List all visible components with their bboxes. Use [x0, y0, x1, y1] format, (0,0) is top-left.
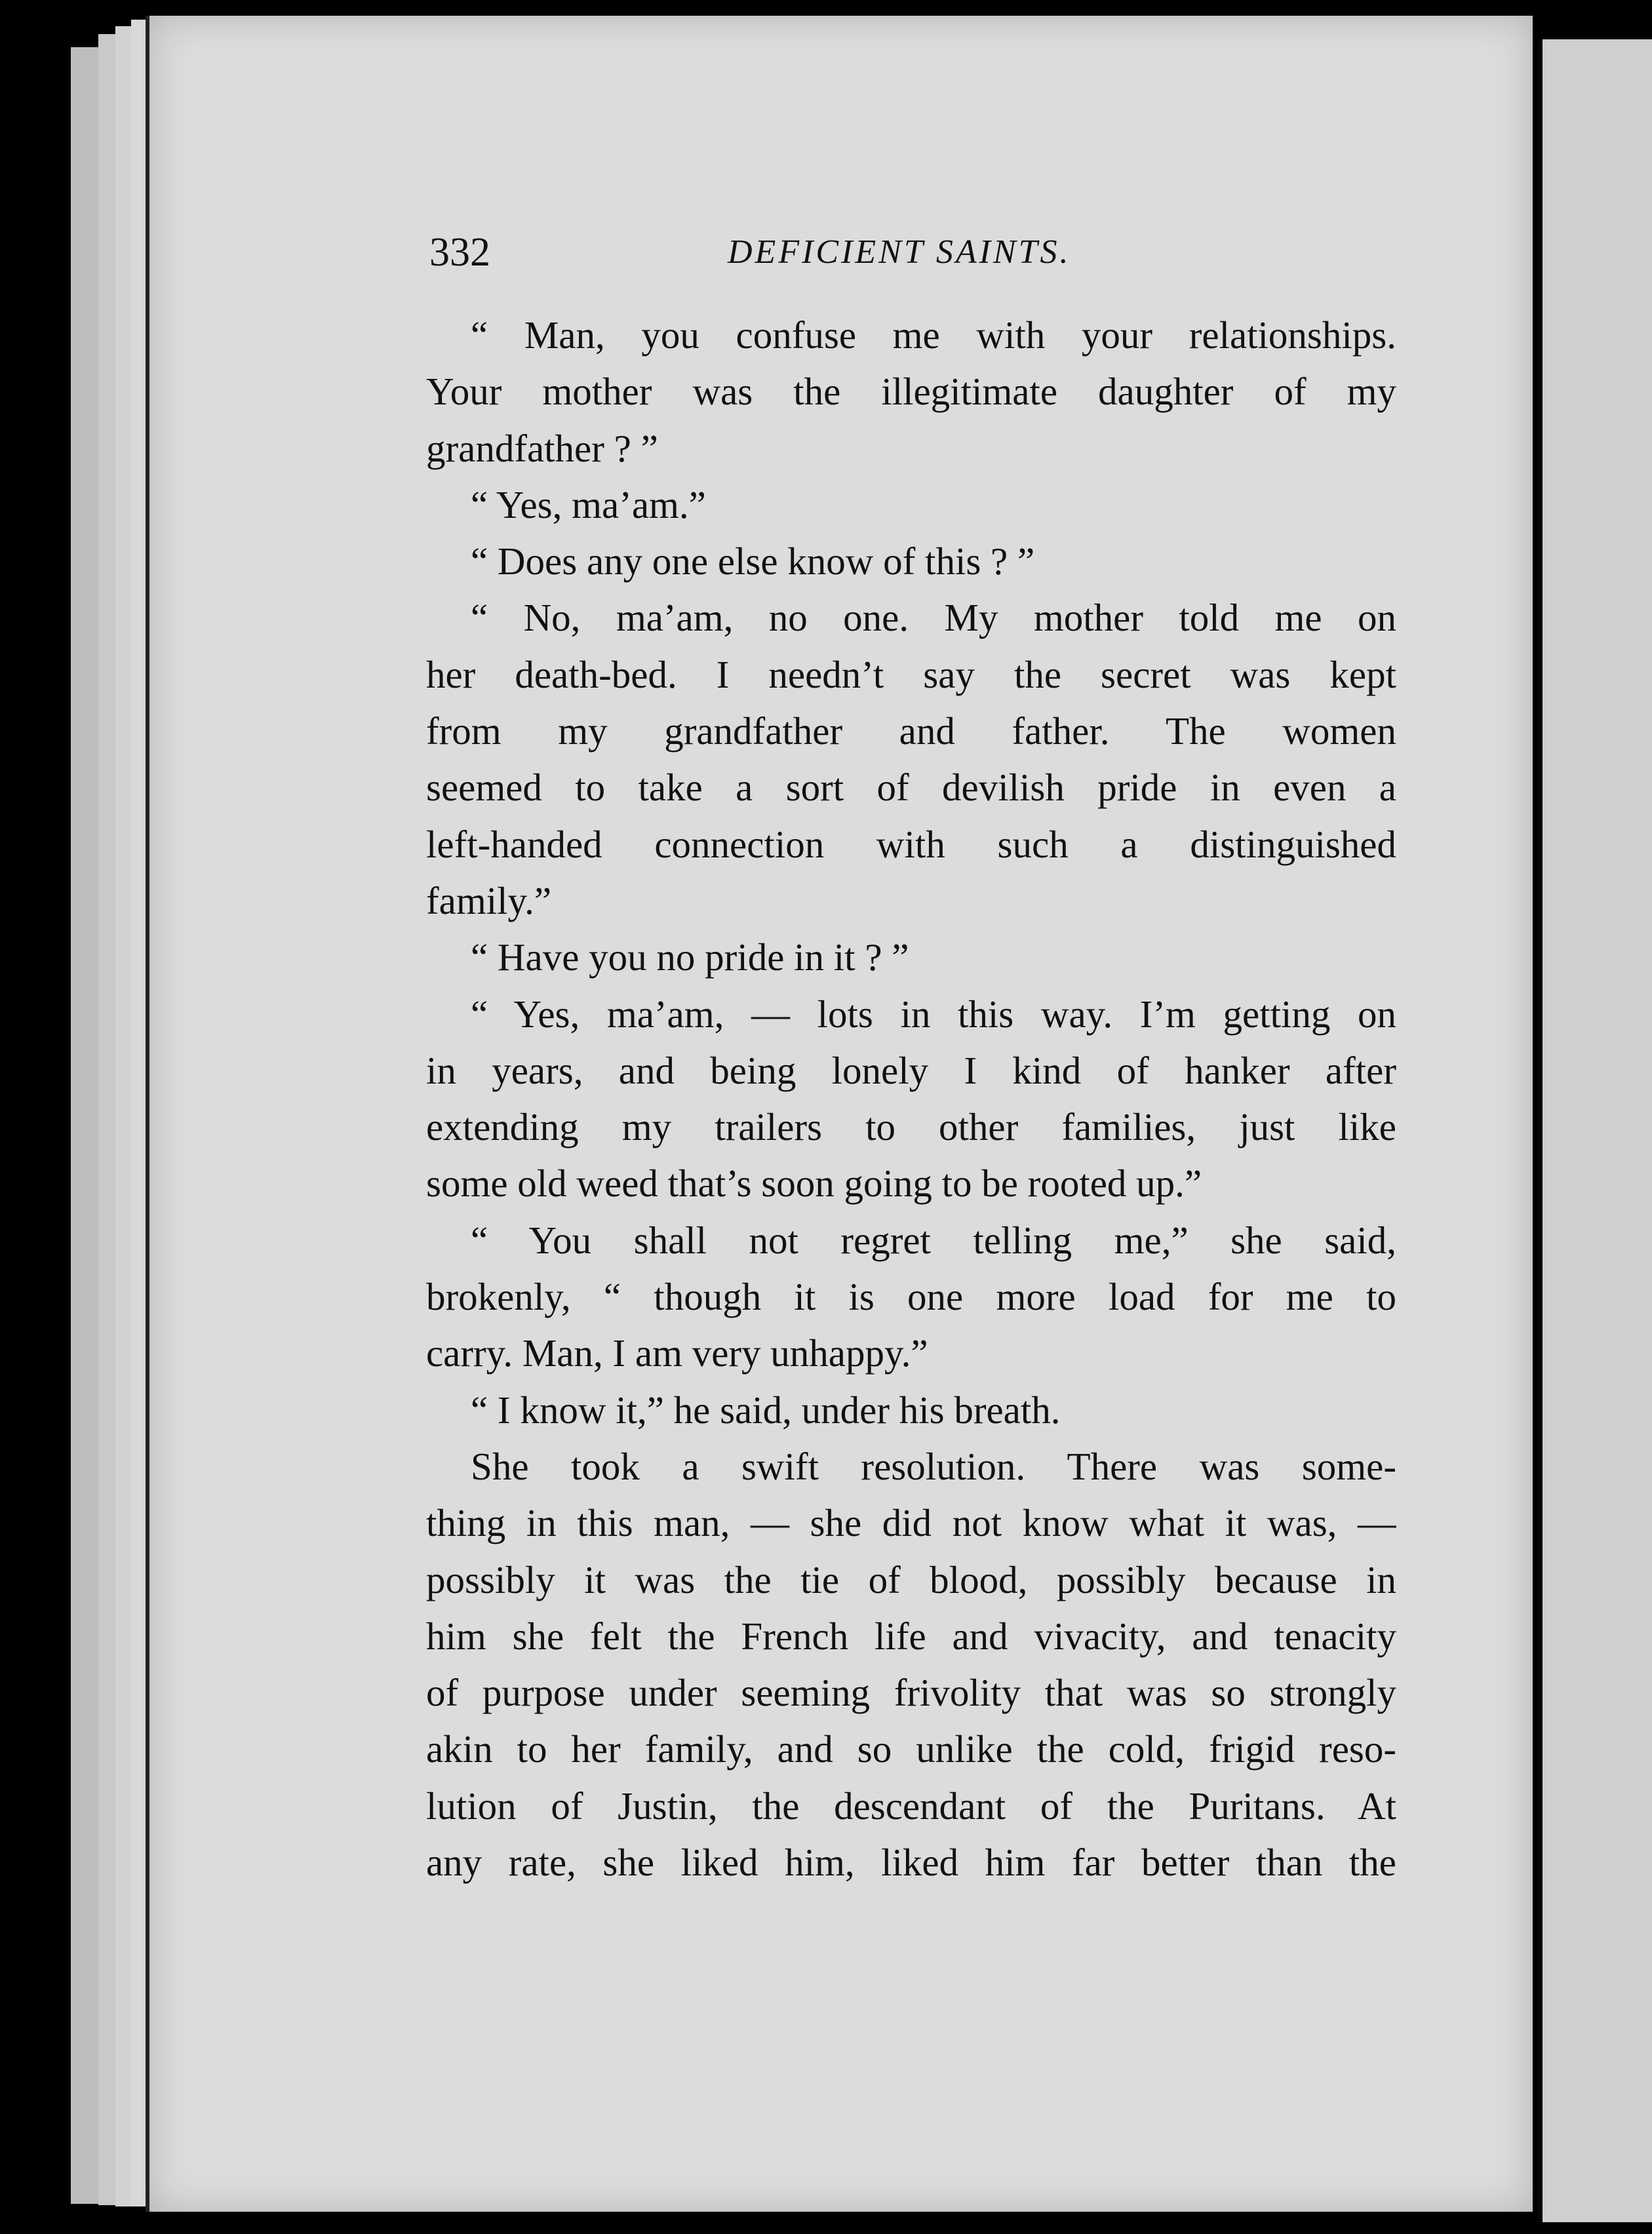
- text-line: “ Yes, ma’am, — lots in this way. I’m getting on: [471, 992, 1396, 1036]
- page-number: 332: [429, 230, 490, 275]
- text-line: in years, and being lonely I kind of hanker after: [426, 1048, 1396, 1092]
- text-line: akin to her family, and so unlike the cold, frigid reso-: [426, 1727, 1396, 1771]
- text-line: carry. Man, I am very unhappy.”: [426, 1331, 928, 1375]
- body-text: [426, 307, 1396, 1891]
- text-line: “ Have you no pride in it ? ”: [471, 935, 909, 979]
- page-header: [429, 223, 1118, 288]
- text-line: some old weed that’s soon going to be rooted up.”: [426, 1162, 1202, 1205]
- text-line: from my grandfather and father. The women: [426, 709, 1396, 753]
- text-line: “ I know it,” he said, under his breath.: [471, 1388, 1061, 1432]
- text-line: Your mother was the illegitimate daughter of my: [426, 370, 1396, 414]
- text-line: her death-bed. I needn’t say the secret was kept: [426, 652, 1396, 696]
- facing-page-edge: [1537, 39, 1652, 2222]
- text-line: left-handed connection with such a distinguished: [426, 822, 1396, 866]
- text-line: of purpose under seeming frivolity that was so strongly: [426, 1671, 1396, 1715]
- text-line: seemed to take a sort of devilish pride in even a: [426, 766, 1396, 810]
- text-line: any rate, she liked him, liked him far better than the: [426, 1841, 1396, 1885]
- text-line: possibly it was the tie of blood, possibly because in: [426, 1558, 1396, 1601]
- text-line: “ No, ma’am, no one. My mother told me on: [471, 596, 1396, 640]
- text-line: “ You shall not regret telling me,” she said,: [471, 1218, 1396, 1262]
- text-line: him she felt the French life and vivacity, and tenacity: [426, 1614, 1396, 1658]
- running-head: DEFICIENT SAINTS.: [728, 233, 1071, 271]
- text-line: thing in this man, — she did not know what it was, —: [426, 1501, 1396, 1545]
- text-line: She took a swift resolution. There was some-: [471, 1444, 1396, 1488]
- text-line: grandfather ? ”: [426, 426, 658, 470]
- text-line: “ Yes, ma’am.”: [471, 482, 706, 526]
- text-line: family.”: [426, 878, 552, 922]
- text-line: brokenly, “ though it is one more load for me to: [426, 1275, 1396, 1319]
- text-line: lution of Justin, the descendant of the Puritans. At: [426, 1784, 1396, 1828]
- text-line: “ Does any one else know of this ? ”: [471, 539, 1035, 583]
- text-line: “ Man, you confuse me with your relationships.: [471, 313, 1396, 357]
- text-line: extending my trailers to other families, just like: [426, 1105, 1396, 1149]
